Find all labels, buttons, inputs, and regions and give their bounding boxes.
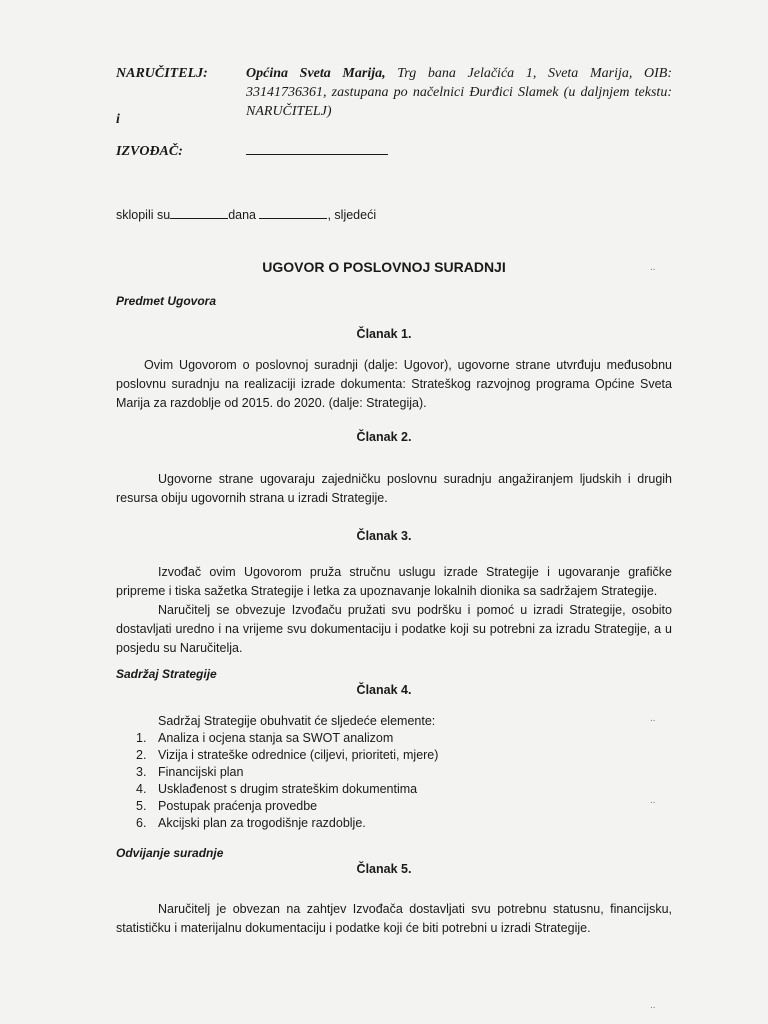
list-item-text: Vizija i strateške odrednice (ciljevi, prioriteti, mjere)	[158, 748, 439, 762]
blank-date	[259, 206, 327, 219]
narucitelj-details	[246, 64, 672, 121]
list-item-text: Usklađenost s drugim strateškim dokumentima	[158, 782, 418, 796]
concluded-line	[116, 206, 516, 225]
list-item-number: 3.	[136, 765, 147, 779]
list-item-text: Financijski plan	[158, 765, 244, 779]
article-1-heading: Članak 1.	[356, 327, 412, 341]
section-predmet: Predmet Ugovora	[116, 294, 217, 308]
conjunction-i: i	[116, 112, 120, 127]
izvodac-blank-line	[246, 154, 388, 155]
list-item-text: Postupak praćenja provedbe	[158, 799, 318, 813]
list-item-number: 4.	[136, 782, 147, 796]
article-2-heading: Članak 2.	[356, 430, 412, 444]
concluded-part1: sklopili su	[116, 208, 171, 222]
list-item-text: Akcijski plan za trogodišnje razdoblje.	[158, 816, 366, 830]
article-4-intro: Sadržaj Strategije obuhvatit će sljedeće elemente:	[158, 714, 436, 728]
blank-place	[170, 206, 228, 219]
article-4-heading: Članak 4.	[356, 683, 412, 697]
narucitelj-name: Općina Sveta Marija,	[246, 66, 386, 81]
article-3-text-1: Izvođač ovim Ugovorom pruža stručnu uslugu izrade Strategije i ugovaranje grafičke pripreme i tiska sažetka Strategije i letka za upoznavanje lokalnih dionika sa sadržajem Strategije.	[116, 565, 672, 598]
list-item	[136, 815, 636, 832]
list-item-text: Analiza i ocjena stanja sa SWOT analizom	[158, 731, 394, 745]
concluded-part2: dana	[228, 208, 256, 222]
strategy-elements-list	[136, 730, 636, 832]
contract-title: UGOVOR O POSLOVNOJ SURADNJI	[262, 259, 506, 275]
list-item	[136, 730, 636, 747]
margin-mark: ..	[650, 795, 656, 806]
list-item-number: 6.	[136, 816, 147, 830]
margin-mark: ..	[650, 1000, 656, 1011]
article-5-text: Naručitelj je obvezan na zahtjev Izvođača dostavljati svu potrebnu statusnu, financijsku, statističku i materijalnu dokumentaciju i podatke koji će biti potrebni u izradi Strategije.	[116, 902, 672, 935]
margin-mark: ..	[650, 262, 656, 273]
margin-mark: ..	[650, 713, 656, 724]
list-item	[136, 798, 636, 815]
list-item-number: 2.	[136, 748, 147, 762]
list-item	[136, 764, 636, 781]
list-item	[136, 781, 636, 798]
concluded-part3: , sljedeći	[327, 208, 377, 222]
narucitelj-label: NARUČITELJ:	[116, 66, 208, 81]
list-item-number: 5.	[136, 799, 147, 813]
article-5-heading: Članak 5.	[356, 862, 412, 876]
list-item	[136, 747, 636, 764]
narucitelj-address: Trg bana Jelačića 1, Sveta Marija, OIB: 33141736361, zastupana po načelnici Đurđici Slamek (u daljnjem tekstu: NARUČITELJ)	[246, 66, 672, 119]
list-item-number: 1.	[136, 731, 147, 745]
izvodac-label: IZVOĐAČ:	[116, 144, 183, 159]
article-3-text-2: Naručitelj se obvezuje Izvođaču pružati svu podršku i pomoć u izradi Strategije, osobito dostavljati uredno i na vrijeme svu dokumentaciju i podatke koji su potrebni za izradu Strategije, a u posjedu su Naručitelja.	[116, 603, 672, 655]
article-2-text: Ugovorne strane ugovaraju zajedničku poslovnu suradnju angažiranjem ljudskih i drugih resursa obiju ugovornih strana u izradi Strategije.	[116, 472, 672, 505]
section-odvijanje: Odvijanje suradnje	[116, 846, 224, 860]
article-3-heading: Članak 3.	[356, 529, 412, 543]
section-sadrzaj: Sadržaj Strategije	[116, 667, 217, 681]
article-1-text: Ovim Ugovorom o poslovnoj suradnji (dalje: Ugovor), ugovorne strane utvrđuju međusobnu poslovnu suradnju na realizaciji izrade dokumenta: Strateškog razvojnog programa Općine Sveta Marija za razdoblje od 2015. do 2020. (dalje: Strategija).	[116, 358, 672, 410]
